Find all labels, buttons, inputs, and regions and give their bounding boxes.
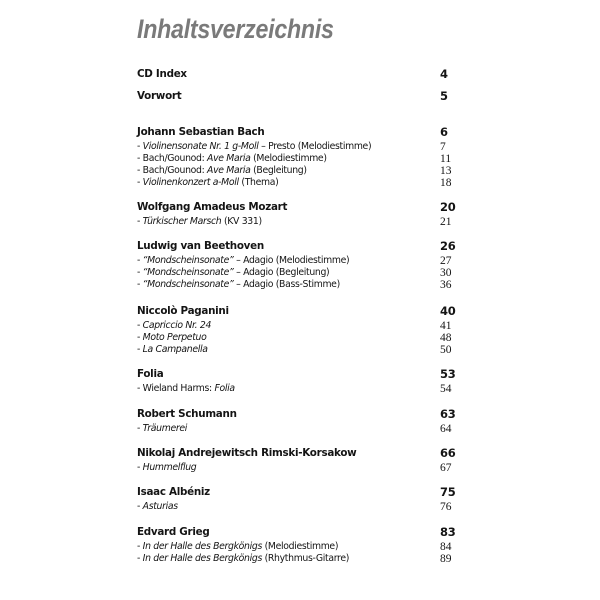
page-number: 11 bbox=[440, 153, 452, 165]
dash: - bbox=[137, 279, 143, 290]
page-number: 5 bbox=[440, 89, 448, 103]
arranger: Bach/Gounod: bbox=[142, 165, 208, 176]
dash: - bbox=[137, 267, 143, 278]
page-number: 89 bbox=[440, 553, 452, 565]
piece-title bbox=[137, 177, 278, 189]
work-title: Ave Maria bbox=[207, 153, 251, 164]
work-title: Violinensonate Nr. 1 g-Moll bbox=[142, 141, 259, 152]
work-title: Träumerei bbox=[142, 423, 188, 434]
piece-title bbox=[137, 383, 235, 395]
page-number: 76 bbox=[440, 501, 452, 513]
dash: - bbox=[137, 501, 143, 512]
dash: - bbox=[137, 423, 143, 434]
piece-entry[interactable] bbox=[137, 177, 455, 189]
composer-name: Johann Sebastian Bach bbox=[137, 125, 265, 138]
piece-entry[interactable] bbox=[137, 501, 455, 513]
page-number: 21 bbox=[440, 216, 452, 228]
dash: - bbox=[137, 320, 143, 331]
page-number: 66 bbox=[440, 446, 456, 460]
composer-name: Folia bbox=[137, 367, 164, 380]
work-title: Asturias bbox=[142, 501, 178, 512]
work-title: Ave Maria bbox=[207, 165, 251, 176]
composer-heading[interactable] bbox=[137, 526, 455, 538]
piece-entry[interactable] bbox=[137, 267, 455, 279]
piece-entry[interactable] bbox=[137, 255, 455, 267]
dash: - bbox=[137, 541, 143, 552]
dash: - bbox=[137, 255, 143, 266]
part-description: (Thema) bbox=[238, 177, 279, 188]
composer-name: Ludwig van Beethoven bbox=[137, 239, 264, 252]
composer-name: Nikolaj Andrejewitsch Rimski-Korsakow bbox=[137, 446, 357, 459]
composer-heading[interactable] bbox=[137, 447, 455, 459]
work-title: Türkischer Marsch bbox=[142, 216, 222, 227]
composer-heading[interactable] bbox=[137, 126, 455, 138]
page-number: 27 bbox=[440, 255, 452, 267]
page-title: Inhaltsverzeichnis bbox=[137, 14, 334, 44]
toc-entry-label: Vorwort bbox=[137, 89, 182, 102]
composer-heading[interactable] bbox=[137, 305, 455, 317]
dash: - bbox=[137, 165, 143, 176]
work-title: “Mondscheinsonate” bbox=[142, 279, 234, 290]
piece-entry[interactable] bbox=[137, 216, 455, 228]
piece-entry[interactable] bbox=[137, 423, 455, 435]
toc-entry[interactable] bbox=[137, 68, 455, 80]
part-description: – Adagio (Melodiestimme) bbox=[233, 255, 350, 266]
page-number: 18 bbox=[440, 177, 452, 189]
part-description: – Presto (Melodiestimme) bbox=[258, 141, 372, 152]
piece-title bbox=[137, 141, 371, 153]
piece-title bbox=[137, 462, 196, 474]
work-title: La Campanella bbox=[142, 344, 208, 355]
work-title: Folia bbox=[214, 383, 235, 394]
page-number: 75 bbox=[440, 485, 456, 499]
page-number: 40 bbox=[440, 304, 456, 318]
piece-title bbox=[137, 165, 307, 177]
composer-heading[interactable] bbox=[137, 201, 455, 213]
dash: - bbox=[137, 553, 143, 564]
dash: - bbox=[137, 383, 143, 394]
part-description: (KV 331) bbox=[221, 216, 262, 227]
part-description: (Rhythmus-Gitarre) bbox=[261, 553, 350, 564]
composer-name: Robert Schumann bbox=[137, 407, 237, 420]
dash: - bbox=[137, 153, 143, 164]
piece-title bbox=[137, 344, 208, 356]
composer-heading[interactable] bbox=[137, 368, 455, 380]
piece-title bbox=[137, 267, 329, 279]
work-title: Capriccio Nr. 24 bbox=[142, 320, 212, 331]
page-number: 64 bbox=[440, 423, 452, 435]
piece-entry[interactable] bbox=[137, 320, 455, 332]
part-description: (Melodiestimme) bbox=[261, 541, 339, 552]
composer-name: Edvard Grieg bbox=[137, 525, 210, 538]
piece-entry[interactable] bbox=[137, 279, 455, 291]
page-number: 83 bbox=[440, 525, 456, 539]
page-number: 7 bbox=[440, 141, 446, 153]
composer-heading[interactable] bbox=[137, 408, 455, 420]
dash: - bbox=[137, 332, 143, 343]
piece-entry[interactable] bbox=[137, 541, 455, 553]
composer-name: Wolfgang Amadeus Mozart bbox=[137, 200, 288, 213]
work-title: “Mondscheinsonate” bbox=[142, 267, 234, 278]
page-number: 6 bbox=[440, 125, 448, 139]
dash: - bbox=[137, 344, 143, 355]
page-number: 50 bbox=[440, 344, 452, 356]
part-description: (Begleitung) bbox=[250, 165, 307, 176]
page-number: 63 bbox=[440, 407, 456, 421]
page-number: 48 bbox=[440, 332, 452, 344]
composer-name: Niccolò Paganini bbox=[137, 304, 229, 317]
piece-title bbox=[137, 216, 262, 228]
piece-entry[interactable] bbox=[137, 332, 455, 344]
piece-entry[interactable] bbox=[137, 553, 455, 565]
work-title: Violinenkonzert a-Moll bbox=[142, 177, 239, 188]
dash: - bbox=[137, 462, 143, 473]
page-number: 4 bbox=[440, 67, 448, 81]
work-title: Moto Perpetuo bbox=[142, 332, 207, 343]
piece-title bbox=[137, 332, 206, 344]
work-title: In der Halle des Bergkönigs bbox=[142, 553, 262, 564]
work-title: In der Halle des Bergkönigs bbox=[142, 541, 262, 552]
part-description: – Adagio (Begleitung) bbox=[233, 267, 330, 278]
arranger: Bach/Gounod: bbox=[142, 153, 208, 164]
piece-title bbox=[137, 423, 187, 435]
piece-entry[interactable] bbox=[137, 344, 455, 356]
composer-name: Isaac Albéniz bbox=[137, 485, 210, 498]
toc-entry-label: CD Index bbox=[137, 67, 187, 80]
page-number: 36 bbox=[440, 279, 452, 291]
part-description: (Melodiestimme) bbox=[250, 153, 327, 164]
piece-title bbox=[137, 320, 211, 332]
page-number: 26 bbox=[440, 239, 456, 253]
piece-title bbox=[137, 541, 338, 553]
piece-title bbox=[137, 153, 327, 165]
arranger: Wieland Harms: bbox=[142, 383, 215, 394]
piece-title bbox=[137, 501, 178, 513]
page-number: 30 bbox=[440, 267, 452, 279]
piece-entry[interactable] bbox=[137, 141, 455, 153]
piece-entry[interactable] bbox=[137, 462, 455, 474]
piece-title bbox=[137, 553, 349, 565]
work-title: “Mondscheinsonate” bbox=[142, 255, 234, 266]
piece-title bbox=[137, 255, 349, 267]
dash: - bbox=[137, 177, 143, 188]
piece-entry[interactable] bbox=[137, 153, 455, 165]
dash: - bbox=[137, 141, 143, 152]
piece-title bbox=[137, 279, 340, 291]
page-number: 53 bbox=[440, 367, 456, 381]
piece-entry[interactable] bbox=[137, 165, 455, 177]
work-title: Hummelflug bbox=[142, 462, 197, 473]
piece-entry[interactable] bbox=[137, 383, 455, 395]
toc-entry[interactable] bbox=[137, 90, 455, 102]
page-number: 41 bbox=[440, 320, 452, 332]
page-number: 13 bbox=[440, 165, 452, 177]
dash: - bbox=[137, 216, 143, 227]
composer-heading[interactable] bbox=[137, 240, 455, 252]
page-number: 54 bbox=[440, 383, 452, 395]
page-number: 20 bbox=[440, 200, 456, 214]
page-number: 84 bbox=[440, 541, 452, 553]
part-description: – Adagio (Bass-Stimme) bbox=[233, 279, 340, 290]
composer-heading[interactable] bbox=[137, 486, 455, 498]
page-number: 67 bbox=[440, 462, 452, 474]
